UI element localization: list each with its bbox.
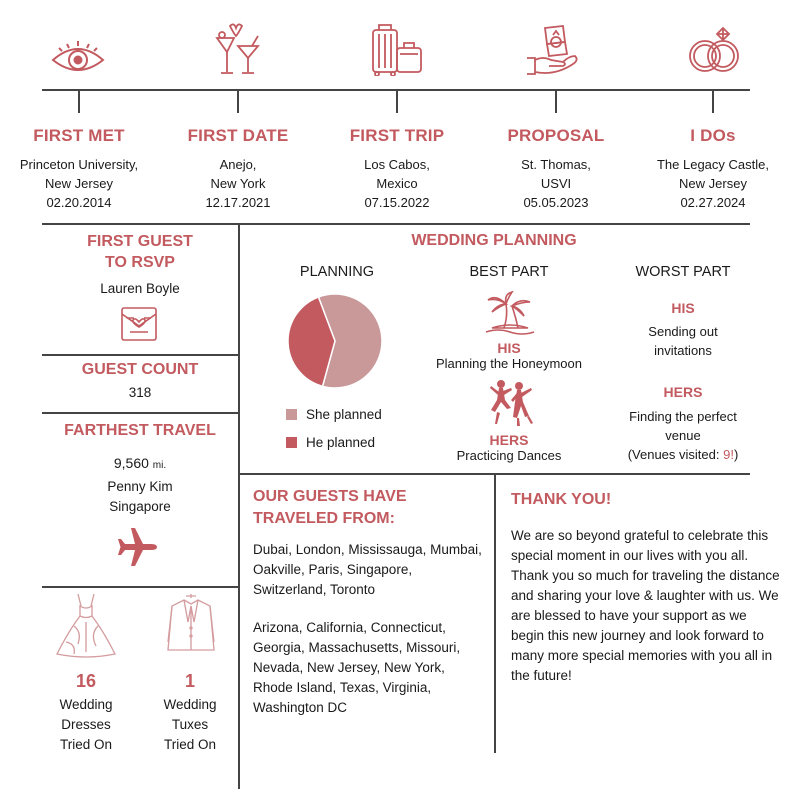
milestone-title: FIRST MET	[33, 126, 125, 145]
legend-item-she	[286, 406, 382, 422]
traveled-from-international: Dubai, London, Mississauga, Mumbai, Oakville, Paris, Singapore, Switzerland, Toronto	[253, 542, 482, 597]
guest-count-title: GUEST COUNT	[81, 361, 199, 378]
milestone-location: Princeton University,	[19, 157, 139, 172]
milestone-title: FIRST TRIP	[349, 126, 445, 145]
section-divider	[494, 473, 496, 753]
milestone-location: Los Cabos,	[364, 157, 430, 172]
dresses-label: Dresses	[61, 717, 111, 732]
milestone-location: The Legacy Castle,	[656, 157, 769, 172]
milestone-title: I DOs	[690, 126, 736, 145]
milestone-location: USVI	[540, 176, 572, 191]
timeline-tick	[396, 89, 398, 113]
thank-you-title: THANK YOU!	[511, 491, 612, 508]
wedding-rings-icon	[683, 24, 745, 76]
best-part-his-label: HIS	[497, 340, 521, 356]
milestone-location: New Jersey	[679, 176, 747, 191]
ring-box-icon	[525, 22, 583, 76]
milestone-date: 02.20.2014	[46, 195, 112, 210]
section-divider	[42, 354, 238, 356]
milestone-date: 12.17.2021	[205, 195, 271, 210]
dresses-label: Tried On	[59, 737, 113, 752]
milestone-date: 02.27.2024	[680, 195, 746, 210]
timeline-tick	[237, 89, 239, 113]
section-divider	[42, 586, 238, 588]
timeline-tick	[78, 89, 80, 113]
pie-legend	[286, 406, 382, 450]
worst-part-his-text: Sending out	[648, 324, 718, 339]
tuxes-label: Tried On	[163, 737, 217, 752]
traveled-from-title: TRAVELED FROM:	[253, 510, 395, 527]
legend-item-he	[286, 434, 382, 450]
best-part-heading: BEST PART	[469, 264, 549, 280]
traveled-from-title: OUR GUESTS HAVE	[253, 488, 407, 505]
timeline-tick	[555, 89, 557, 113]
timeline-tick	[712, 89, 714, 113]
first-guest-name: Lauren Boyle	[100, 281, 180, 296]
milestone-location: New York	[210, 176, 266, 191]
venues-note-suffix: )	[733, 447, 739, 462]
milestone-title: FIRST DATE	[187, 126, 289, 145]
planning-heading: PLANNING	[299, 264, 375, 280]
milestone-location: Anejo,	[219, 157, 257, 172]
wedding-dress-icon	[54, 592, 118, 658]
worst-part-hers-label: HERS	[663, 384, 703, 400]
farthest-travel-name: Penny Kim	[107, 479, 173, 494]
thank-you-message: We are so beyond grateful to celebrate this special moment in our lives with you all. Thank you so much for traveling the distance and sharing your love & laughter with us. We are blessed to have your support as we begin this new journey and look forward to many more special memories with you all in the future!	[511, 528, 780, 683]
farthest-travel-unit: mi.	[152, 460, 167, 471]
tuxes-count: 1	[184, 671, 195, 691]
worst-part-heading: WORST PART	[635, 264, 731, 280]
venues-visited-note	[596, 445, 770, 464]
cocktail-glasses-icon	[212, 22, 264, 78]
wedding-planning-title: WEDDING PLANNING	[411, 232, 577, 249]
legend-swatch-he	[286, 437, 297, 448]
airplane-icon	[117, 526, 159, 568]
rsvp-card-icon	[120, 306, 158, 342]
first-guest-title: TO RSVP	[105, 254, 175, 271]
farthest-travel-distance: 9,560	[113, 455, 149, 471]
dresses-count: 16	[75, 671, 97, 691]
farthest-travel-place: Singapore	[109, 499, 171, 514]
traveled-from-domestic: Arizona, California, Connecticut, Georgia, Massachusetts, Missouri, Nevada, New Jersey, New York, Rhode Island, Texas, Virginia, Washington DC	[253, 620, 461, 715]
section-divider	[238, 223, 240, 789]
best-part-hers-text: Practicing Dances	[456, 448, 562, 463]
first-guest-title: FIRST GUEST	[87, 233, 193, 250]
section-divider	[42, 412, 238, 414]
legend-label-she: She planned	[306, 406, 382, 422]
dresses-label: Wedding	[59, 697, 113, 712]
tuxes-label: Wedding	[163, 697, 217, 712]
dancing-couple-icon	[487, 378, 533, 428]
best-part-his-text: Planning the Honeymoon	[436, 356, 582, 371]
legend-label-he: He planned	[306, 434, 376, 450]
milestone-date: 07.15.2022	[364, 195, 430, 210]
venues-note-prefix: (Venues visited:	[627, 447, 724, 462]
farthest-travel-title: FARTHEST TRAVEL	[64, 422, 216, 439]
eye-icon	[50, 38, 106, 78]
best-part-hers-label: HERS	[489, 432, 529, 448]
section-divider	[42, 223, 750, 225]
legend-swatch-she	[286, 409, 297, 420]
venues-note-value: 9!	[723, 447, 734, 462]
tuxedo-icon	[166, 592, 216, 656]
milestone-location: Mexico	[376, 176, 418, 191]
worst-part-his-label: HIS	[671, 300, 695, 316]
tuxes-label: Tuxes	[171, 717, 209, 732]
guest-count-value: 318	[128, 385, 152, 400]
worst-part-hers-text: venue	[665, 428, 701, 443]
worst-part-hers-text: Finding the perfect	[629, 409, 737, 424]
milestone-title: PROPOSAL	[507, 126, 605, 145]
milestone-location: St. Thomas,	[521, 157, 591, 172]
palm-island-icon	[484, 290, 536, 336]
luggage-icon	[369, 22, 425, 76]
milestone-date: 05.05.2023	[523, 195, 589, 210]
worst-part-his-text: invitations	[654, 343, 712, 358]
planning-pie-chart	[286, 292, 384, 390]
milestone-location: New Jersey	[45, 176, 113, 191]
